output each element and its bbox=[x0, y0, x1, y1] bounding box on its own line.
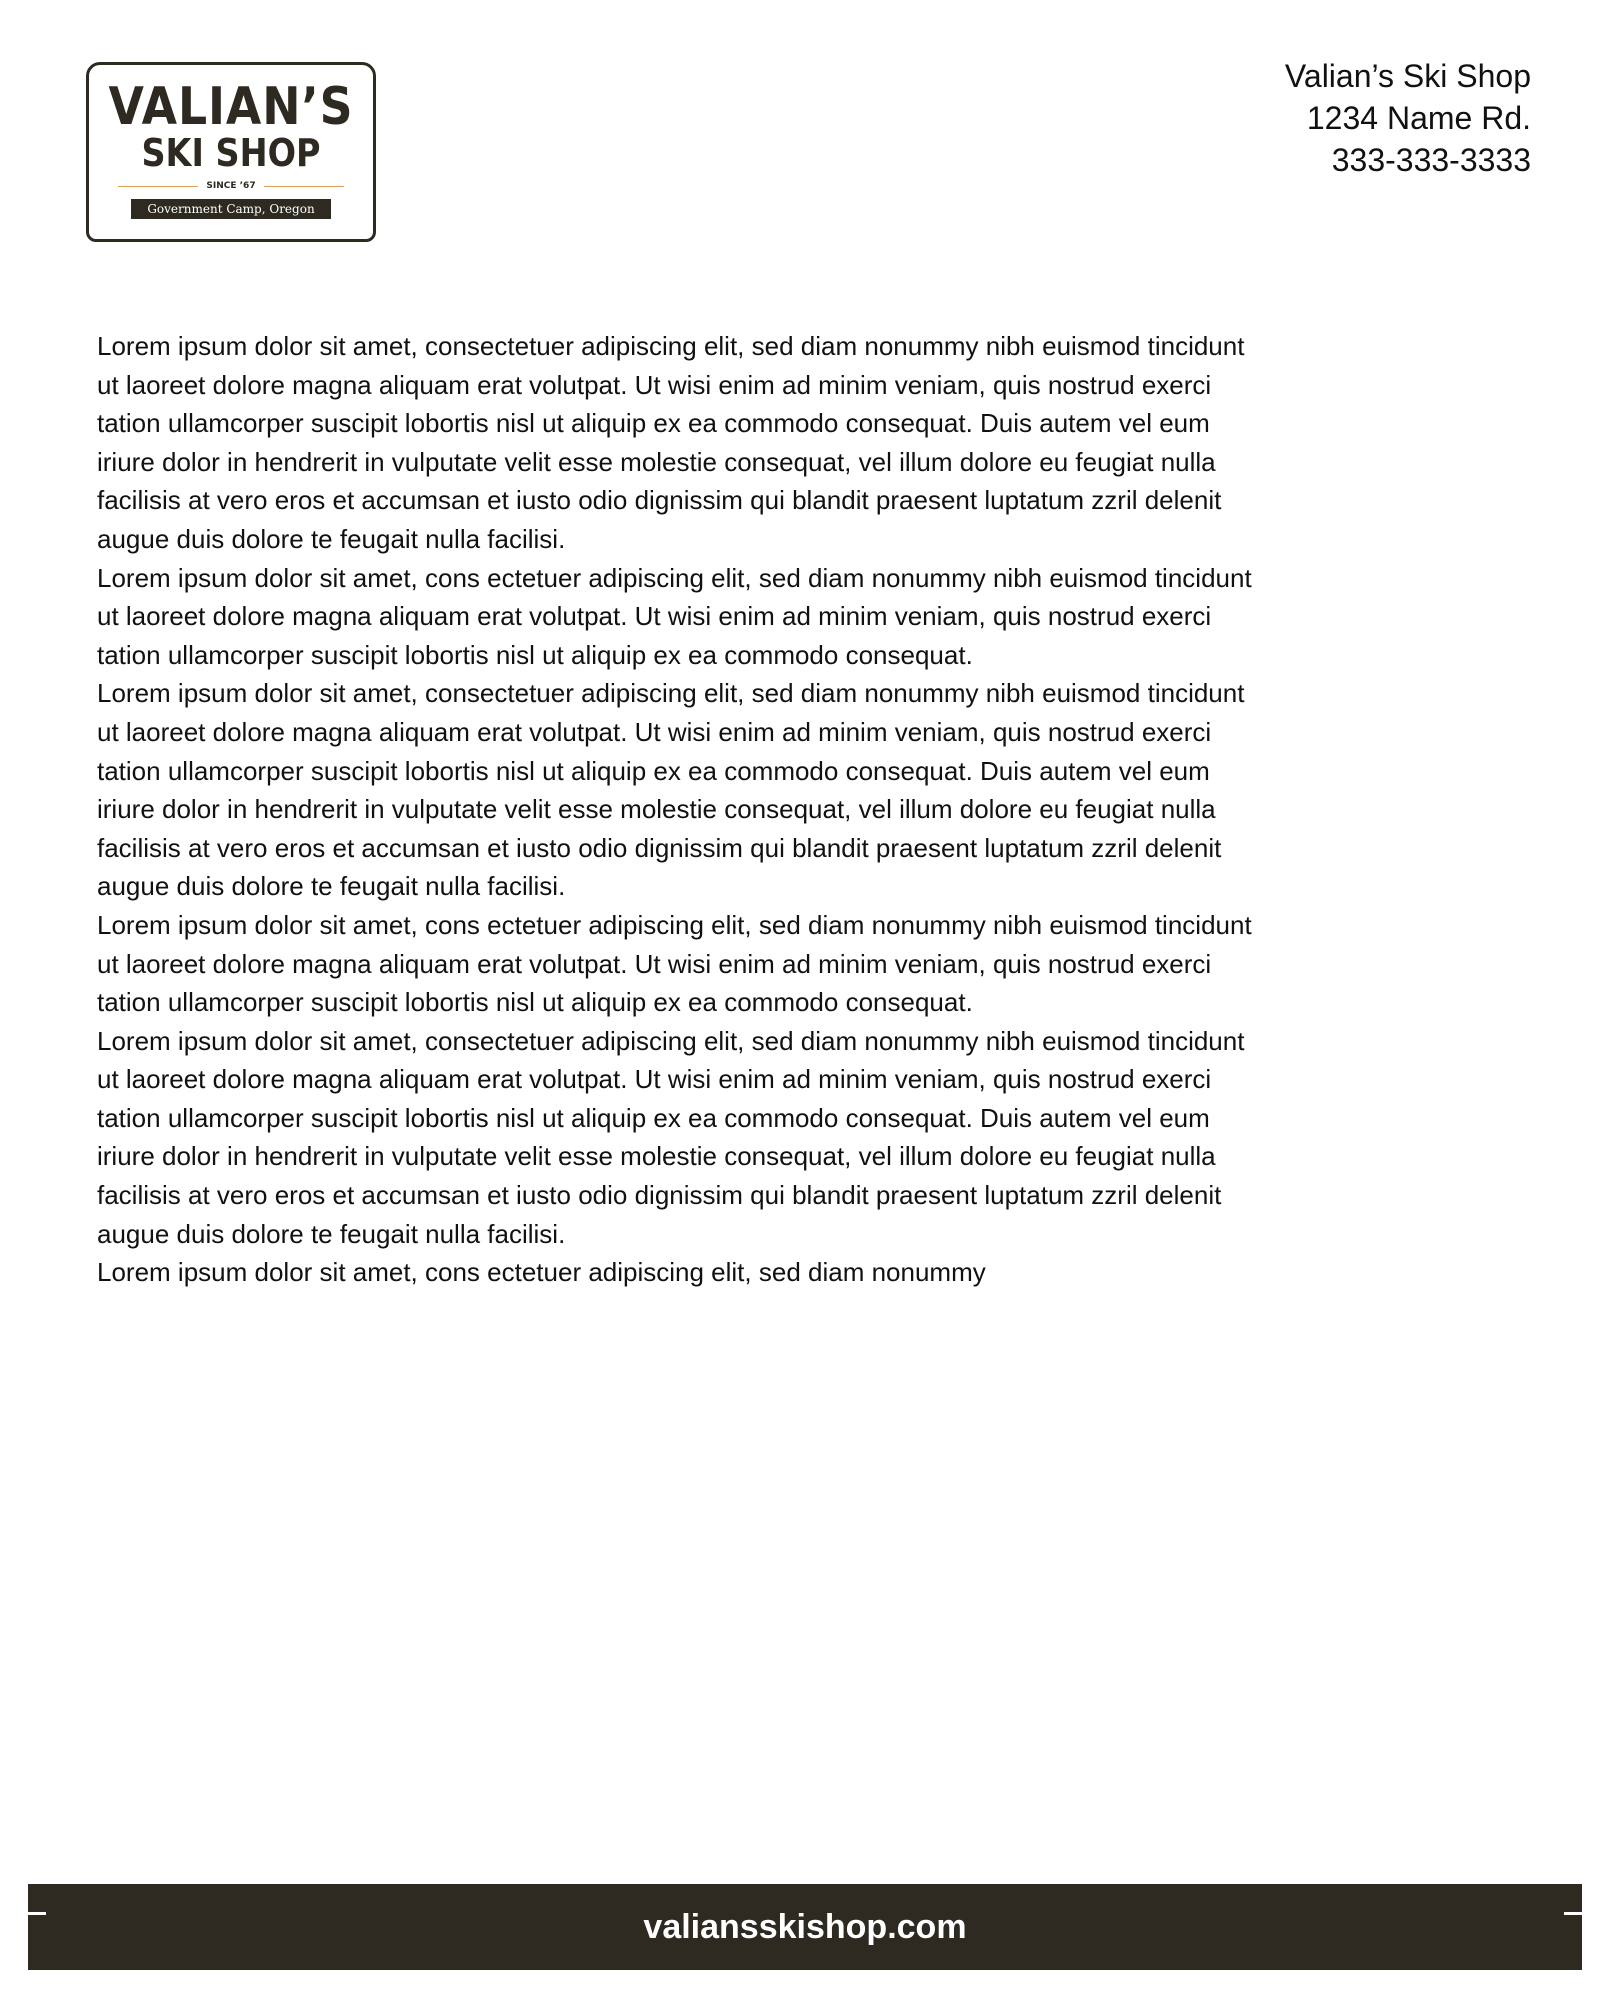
body-paragraph: Lorem ipsum dolor sit amet, consectetuer adipiscing elit, sed diam nonummy nibh euismod tincidunt ut laoreet dolore magna aliquam erat volutpat. Ut wisi enim ad minim veniam, quis nostrud exerci tation ullamcorper suscipit lobortis nisl ut aliquip ex ea commodo consequat. Duis autem vel eum iriure dolor in hendrerit in vulputate velit esse molestie consequat, vel illum dolore eu feugiat nulla facilisis at vero eros et accumsan et iusto odio dignissim qui blandit praesent luptatum zzril delenit augue duis dolore te feugait nulla facilisi. bbox=[97, 678, 1245, 902]
logo-name: VALIAN’S bbox=[108, 77, 354, 137]
contact-address: 1234 Name Rd. bbox=[1306, 100, 1531, 136]
body-paragraph: Lorem ipsum dolor sit amet, cons ectetuer adipiscing elit, sed diam nonummy nibh euismod tincidunt ut laoreet dolore magna aliquam erat volutpat. Ut wisi enim ad minim veniam, quis nostrud exerci tation ullamcorper suscipit lobortis nisl ut aliquip ex ea commodo consequat. bbox=[97, 909, 1252, 1018]
footer-edge-right bbox=[1564, 1912, 1582, 1915]
letter-body bbox=[97, 327, 1517, 1292]
logo-since-row bbox=[89, 181, 373, 191]
body-paragraph: Lorem ipsum dolor sit amet, consectetuer adipiscing elit, sed diam nonummy nibh euismod tincidunt ut laoreet dolore magna aliquam erat volutpat. Ut wisi enim ad minim veniam, quis nostrud exerci tation ullamcorper suscipit lobortis nisl ut aliquip ex ea commodo consequat. Duis autem vel eum iriure dolor in hendrerit in vulputate velit esse molestie consequat, vel illum dolore eu feugiat nulla facilisis at vero eros et accumsan et iusto odio dignissim qui blandit praesent luptatum zzril delenit augue duis dolore te feugait nulla facilisi. bbox=[97, 1025, 1245, 1249]
contact-block bbox=[1285, 55, 1531, 181]
website-url: valiansskishop.com bbox=[643, 1907, 967, 1946]
logo-rule-left bbox=[118, 186, 198, 187]
logo-subtitle: SKI SHOP bbox=[141, 131, 321, 175]
contact-name: Valian’s Ski Shop bbox=[1284, 58, 1531, 94]
body-paragraph: Lorem ipsum dolor sit amet, cons ectetuer adipiscing elit, sed diam nonummy bbox=[97, 1257, 986, 1288]
shop-logo bbox=[86, 62, 376, 242]
footer-bar bbox=[28, 1884, 1582, 1970]
logo-since: SINCE ’67 bbox=[206, 181, 256, 191]
logo-rule-right bbox=[264, 186, 344, 187]
contact-phone: 333-333-3333 bbox=[1331, 142, 1531, 178]
body-paragraph: Lorem ipsum dolor sit amet, cons ectetuer adipiscing elit, sed diam nonummy nibh euismod tincidunt ut laoreet dolore magna aliquam erat volutpat. Ut wisi enim ad minim veniam, quis nostrud exerci tation ullamcorper suscipit lobortis nisl ut aliquip ex ea commodo consequat. bbox=[97, 562, 1252, 670]
footer-edge-left bbox=[28, 1912, 46, 1915]
logo-location: Government Camp, Oregon bbox=[131, 199, 330, 219]
body-paragraph: Lorem ipsum dolor sit amet, consectetuer adipiscing elit, sed diam nonummy nibh euismod tincidunt ut laoreet dolore magna aliquam erat volutpat. Ut wisi enim ad minim veniam, quis nostrud exerci tation ullamcorper suscipit lobortis nisl ut aliquip ex ea commodo consequat. Duis autem vel eum iriure dolor in hendrerit in vulputate velit esse molestie consequat, vel illum dolore eu feugiat nulla facilisis at vero eros et accumsan et iusto odio dignissim qui blandit praesent luptatum zzril delenit augue duis dolore te feugait nulla facilisi. bbox=[97, 331, 1245, 554]
